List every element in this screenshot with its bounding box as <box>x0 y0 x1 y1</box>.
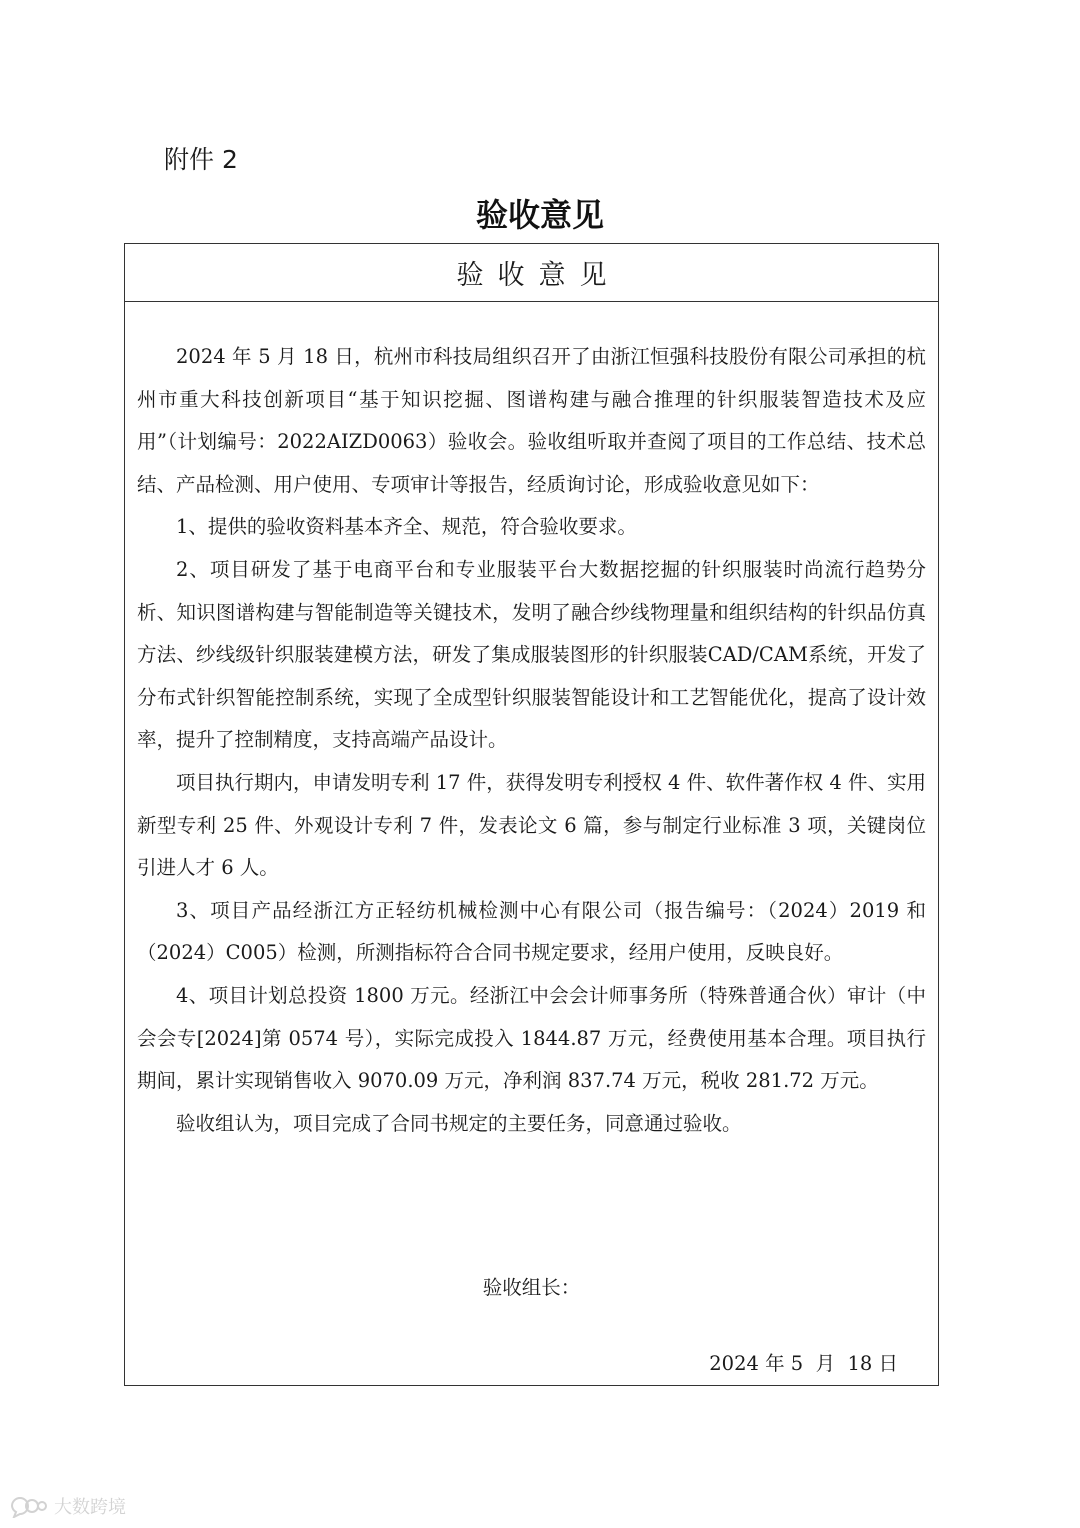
watermark-logo-icon <box>8 1494 48 1518</box>
opinion-table <box>124 243 939 1386</box>
opinion-item-3: 3、项目产品经浙江方正轻纺机械检测中心有限公司（报告编号：（2024）2019 和（2024）C005）检测，所测指标符合合同书规定要求，经用户使用，反映良好。 <box>137 898 926 965</box>
watermark <box>8 1493 126 1519</box>
opinion-item-2: 2、项目研发了基于电商平台和专业服装平台大数据挖掘的针织服装时尚流行趋势分析、知识图谱构建与智能制造等关键技术，发明了融合纱线物理量和组织结构的针织品仿真方法、纱线级针织服装建模方法，研发了集成服装图形的针织服装CAD/CAM系统，开发了分布式针织智能控制系统，实现了全成型针织服装智能设计和工艺智能优化，提高了设计效率，提升了控制精度，支持高端产品设计。 <box>137 557 926 752</box>
table-header: 验收意见 <box>125 244 938 302</box>
outcomes-paragraph: 项目执行期内，申请发明专利 17 件，获得发明专利授权 4 件、软件著作权 4 件、实用新型专利 25 件、外观设计专利 7 件，发表论文 6 篇，参与制定行业标准 3 项，关键岗位引进人才 6 人。 <box>137 770 926 880</box>
conclusion-paragraph: 验收组认为，项目完成了合同书规定的主要任务，同意通过验收。 <box>176 1111 742 1135</box>
signature-label: 验收组长： <box>482 1276 581 1299</box>
attachment-label: 附件 2 <box>164 145 238 174</box>
document-title: 验收意见 <box>475 196 604 234</box>
watermark-text: 大数跨境 <box>54 1497 126 1518</box>
opinion-item-1: 1、提供的验收资料基本齐全、规范，符合验收要求。 <box>176 515 637 539</box>
opinion-item-4: 4、项目计划总投资 1800 万元。经浙江中会会计师事务所（特殊普通合伙）审计（中会会专[2024]第 0574 号），实际完成投入 1844.87 万元，经费使用基本合理。项目执行期间，累计实现销售收入 9070.09 万元，净利润 837.74 万元，税收 281.72 万元。 <box>137 983 926 1093</box>
signature-date: 2024 年 5 月 18 日 <box>709 1352 898 1375</box>
opinion-content <box>137 336 926 1145</box>
intro-paragraph: 2024 年 5 月 18 日，杭州市科技局组织召开了由浙江恒强科技股份有限公司承担的杭州市重大科技创新项目“基于知识挖掘、图谱构建与融合推理的针织服装智造技术及应用”（计划编号：2022AIZD0063）验收会。验收组听取并查阅了项目的工作总结、技术总结、产品检测、用户使用、专项审计等报告，经质询讨论，形成验收意见如下： <box>137 345 926 496</box>
